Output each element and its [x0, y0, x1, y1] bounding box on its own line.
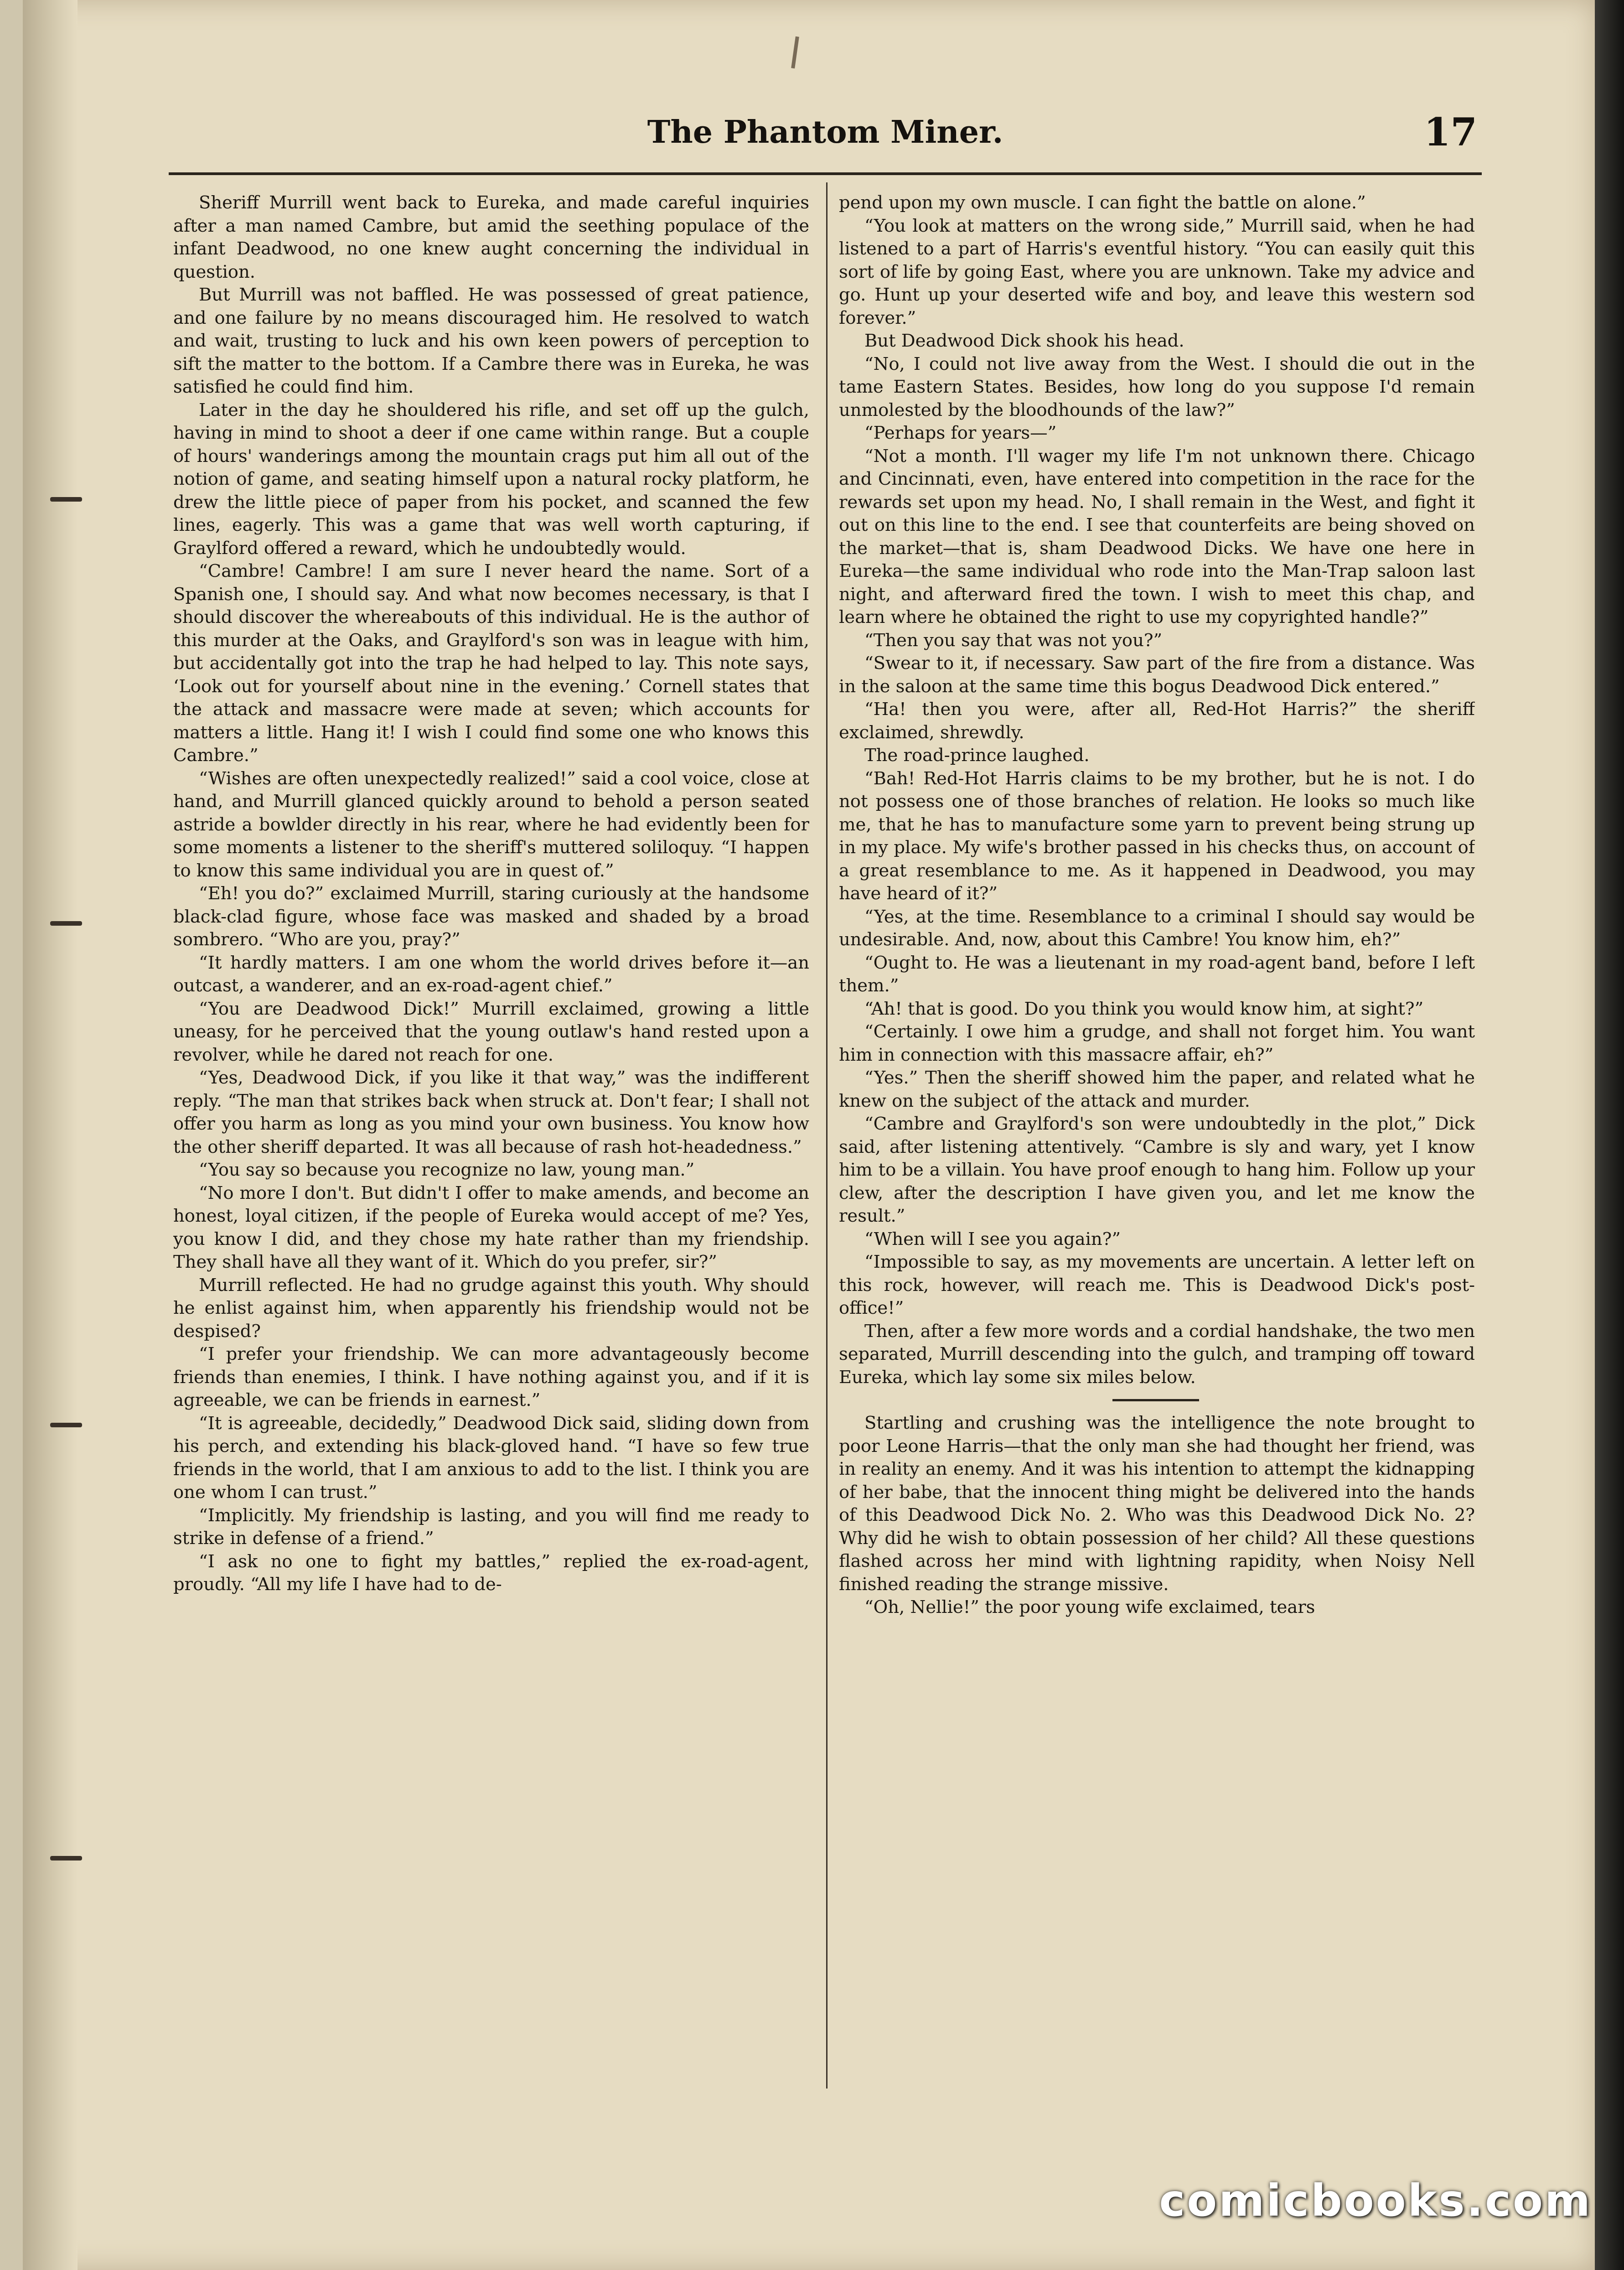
paragraph: “Bah! Red-Hot Harris claims to be my brother, but he is not. I do not possess one of those branches of relation. He looks so much like me, that he has to manufacture some yarn to prevent being strung up in my place. My wife's brother passed in his checks thus, on account of a great resemblance to me. As it happened in Deadwood, you may have heard of it?”	[839, 768, 1475, 904]
paragraph: “Ought to. He was a lieutenant in my road-agent band, before I left them.”	[839, 952, 1475, 996]
paragraph: The road-prince laughed.	[864, 745, 1090, 766]
paragraph: “It is agreeable, decidedly,” Deadwood Dick said, sliding down from his perch, and extending his black-gloved hand. “I have so few true friends in the world, that I am anxious to add to the list. I think you are one whom I can trust.”	[173, 1413, 809, 1503]
paragraph: “Then you say that was not you?”	[864, 630, 1163, 651]
section-break-rule	[839, 1389, 1475, 1412]
paragraph: pend upon my own muscle. I can fight the battle on alone.”	[839, 192, 1366, 213]
paragraph: “When will I see you again?”	[864, 1228, 1121, 1249]
paragraph: “Impossible to say, as my movements are uncertain. A letter left on this rock, however, will reach me. This is Deadwood Dick's post-office!”	[839, 1252, 1475, 1318]
paragraph: “Perhaps for years—”	[864, 423, 1057, 443]
running-title: The Phantom Miner.	[647, 114, 1003, 150]
paragraph: “Not a month. I'll wager my life I'm not unknown there. Chicago and Cincinnati, even, have entered into competition in the race for the rewards set upon my head. No, I shall remain in the West, and fight it out on this line to the end. I see that counterfeits are being shoved on the market—that is, sham Deadwood Dicks. We have one here in Eureka—the same individual who rode into the Man-Trap saloon last night, and afterward fired the town. I wish to meet this chap, and learn where he obtained the right to use my copyrighted handle?”	[839, 446, 1475, 627]
paragraph: “Yes, at the time. Resemblance to a criminal I should say would be undesirable. And, now, about this Cambre! You know him, eh?”	[839, 906, 1475, 950]
page-binding	[23, 0, 78, 2270]
binding-stitch	[50, 1856, 82, 1861]
paragraph: “No, I could not live away from the West. I should die out in the tame Eastern States. Besides, how long do you suppose I'd remain unmolested by the bloodhounds of the law?”	[839, 353, 1475, 420]
paragraph: “Yes.” Then the sheriff showed him the paper, and related what he knew on the subject of the attack and murder.	[839, 1068, 1475, 1111]
paragraph: “Certainly. I owe him a grudge, and shall not forget him. You want him in connection with this massacre affair, eh?”	[839, 1021, 1475, 1065]
paragraph: “No more I don't. But didn't I offer to make amends, and become an honest, loyal citizen, if the people of Eureka would accept of me? Yes, you know I did, and they chose my hate rather than my friendship. They shall have all they want of it. Which do you prefer, sir?”	[173, 1182, 809, 1272]
paragraph: “Oh, Nellie!” the poor young wife exclaimed, tears	[864, 1597, 1315, 1617]
paragraph: Murrill reflected. He had no grudge against this youth. Why should he enlist against him, when apparently his friendship would not be despised?	[173, 1275, 809, 1342]
paragraph: But Deadwood Dick shook his head.	[864, 331, 1184, 351]
scan-edge	[1595, 0, 1624, 2270]
paragraph: “Cambre! Cambre! I am sure I never heard the name. Sort of a Spanish one, I should say. And what now becomes necessary, is that I should discover the whereabouts of this individual. He is the author of this murder at the Oaks, and Graylford's son was in league with him, but accidentally got into the trap he had helped to lay. This note says, ‘Look out for yourself about nine in the evening.’ Cornell states that the attack and massacre were made at seven; which accounts for matters a little. Hang it! I wish I could find some one who knows this Cambre.”	[173, 561, 809, 766]
paragraph: “Wishes are often unexpectedly realized!” said a cool voice, close at hand, and Murrill glanced quickly around to behold a person seated astride a bowlder directly in his rear, where he had evidently been for some moments a listener to the sheriff's muttered soliloquy. “I happen to know this same individual you are in quest of.”	[173, 768, 809, 881]
paragraph: “Swear to it, if necessary. Saw part of the fire from a distance. Was in the saloon at the same time this bogus Deadwood Dick entered.”	[839, 653, 1475, 697]
watermark-logo: comicbooks.com	[1159, 2175, 1592, 2226]
paragraph: “Implicitly. My friendship is lasting, and you will find me ready to strike in defense of a friend.”	[173, 1505, 809, 1549]
right-column	[839, 192, 1475, 2089]
header-rule	[169, 172, 1482, 175]
paragraph: “You look at matters on the wrong side,” Murrill said, when he had listened to a part of Harris's eventful history. “You can easily quit this sort of life by going East, where you are unknown. Take my advice and go. Hunt up your deserted wife and boy, and leave this western sod forever.”	[839, 215, 1475, 328]
binding-stitch	[50, 497, 82, 502]
paragraph: “Cambre and Graylford's son were undoubtedly in the plot,” Dick said, after listening attentively. “Cambre is sly and wary, yet I know him to be a villain. You have proof enough to hang him. Follow up your clew, after the description I have given you, and let me know the result.”	[839, 1114, 1475, 1226]
paragraph: Startling and crushing was the intelligence the note brought to poor Leone Harris—that the only man she had thought her friend, was in reality an enemy. And it was his intention to attempt the kidnapping of her babe, that the innocent thing might be delivered into the hands of this Deadwood Dick No. 2. Who was this Deadwood Dick No. 2? Why did he wish to obtain possession of her child? All these questions flashed across her mind with lightning rapidity, when Noisy Nell finished reading the strange missive.	[839, 1413, 1475, 1595]
column-divider	[826, 182, 828, 2089]
paragraph: “You say so because you recognize no law, young man.”	[199, 1160, 695, 1180]
paragraph: “Eh! you do?” exclaimed Murrill, staring curiously at the handsome black-clad figure, whose face was masked and shaded by a broad sombrero. “Who are you, pray?”	[173, 883, 809, 950]
page-number: 17	[1424, 109, 1477, 155]
paragraph: “It hardly matters. I am one whom the world drives before it—an outcast, a wanderer, and an ex-road-agent chief.”	[173, 952, 809, 996]
paragraph: “I ask no one to fight my battles,” replied the ex-road-agent, proudly. “All my life I have had to de-	[173, 1551, 809, 1595]
left-column	[173, 192, 809, 2089]
binding-stitch	[50, 1423, 82, 1427]
paragraph: Sheriff Murrill went back to Eureka, and made careful inquiries after a man named Cambre, but amid the seething populace of the infant Deadwood, no one knew aught concerning the individual in question.	[173, 192, 809, 282]
paragraph: “I prefer your friendship. We can more advantageously become friends than enemies, I think. I have nothing against you, and if it is agreeable, we can be friends in earnest.”	[173, 1344, 809, 1410]
paragraph: Then, after a few more words and a cordial handshake, the two men separated, Murrill descending into the gulch, and tramping off toward Eureka, which lay some six miles below.	[839, 1321, 1475, 1388]
paragraph: “Ah! that is good. Do you think you would know him, at sight?”	[864, 998, 1424, 1019]
paragraph: “Yes, Deadwood Dick, if you like it that way,” was the indifferent reply. “The man that strikes back when struck at. Don't fear; I shall not offer you harm as long as you mind your own business. You know how the other sheriff departed. It was all because of rash hot-headedness.”	[173, 1068, 809, 1157]
page-header	[169, 105, 1482, 173]
binding-stitch	[50, 921, 82, 926]
paragraph: “You are Deadwood Dick!” Murrill exclaimed, growing a little uneasy, for he perceived that the young outlaw's hand rested upon a revolver, while he dared not reach for one.	[173, 998, 809, 1065]
paragraph: “Ha! then you were, after all, Red-Hot Harris?” the sheriff exclaimed, shrewdly.	[839, 699, 1475, 743]
paragraph: Later in the day he shouldered his rifle, and set off up the gulch, having in mind to shoot a deer if one came within range. But a couple of hours' wanderings among the mountain crags put him all out of the notion of game, and seating himself upon a natural rocky platform, he drew the little piece of paper from his pocket, and scanned the few lines, eagerly. This was a game that was well worth capturing, if Graylford offered a reward, which he undoubtedly would.	[173, 399, 809, 559]
paragraph: But Murrill was not baffled. He was possessed of great patience, and one failure by no means discouraged him. He resolved to watch and wait, trusting to luck and his own keen powers of perception to sift the matter to the bottom. If a Cambre there was in Eureka, he was satisfied he could find him.	[173, 285, 809, 397]
ink-mark	[791, 36, 799, 68]
